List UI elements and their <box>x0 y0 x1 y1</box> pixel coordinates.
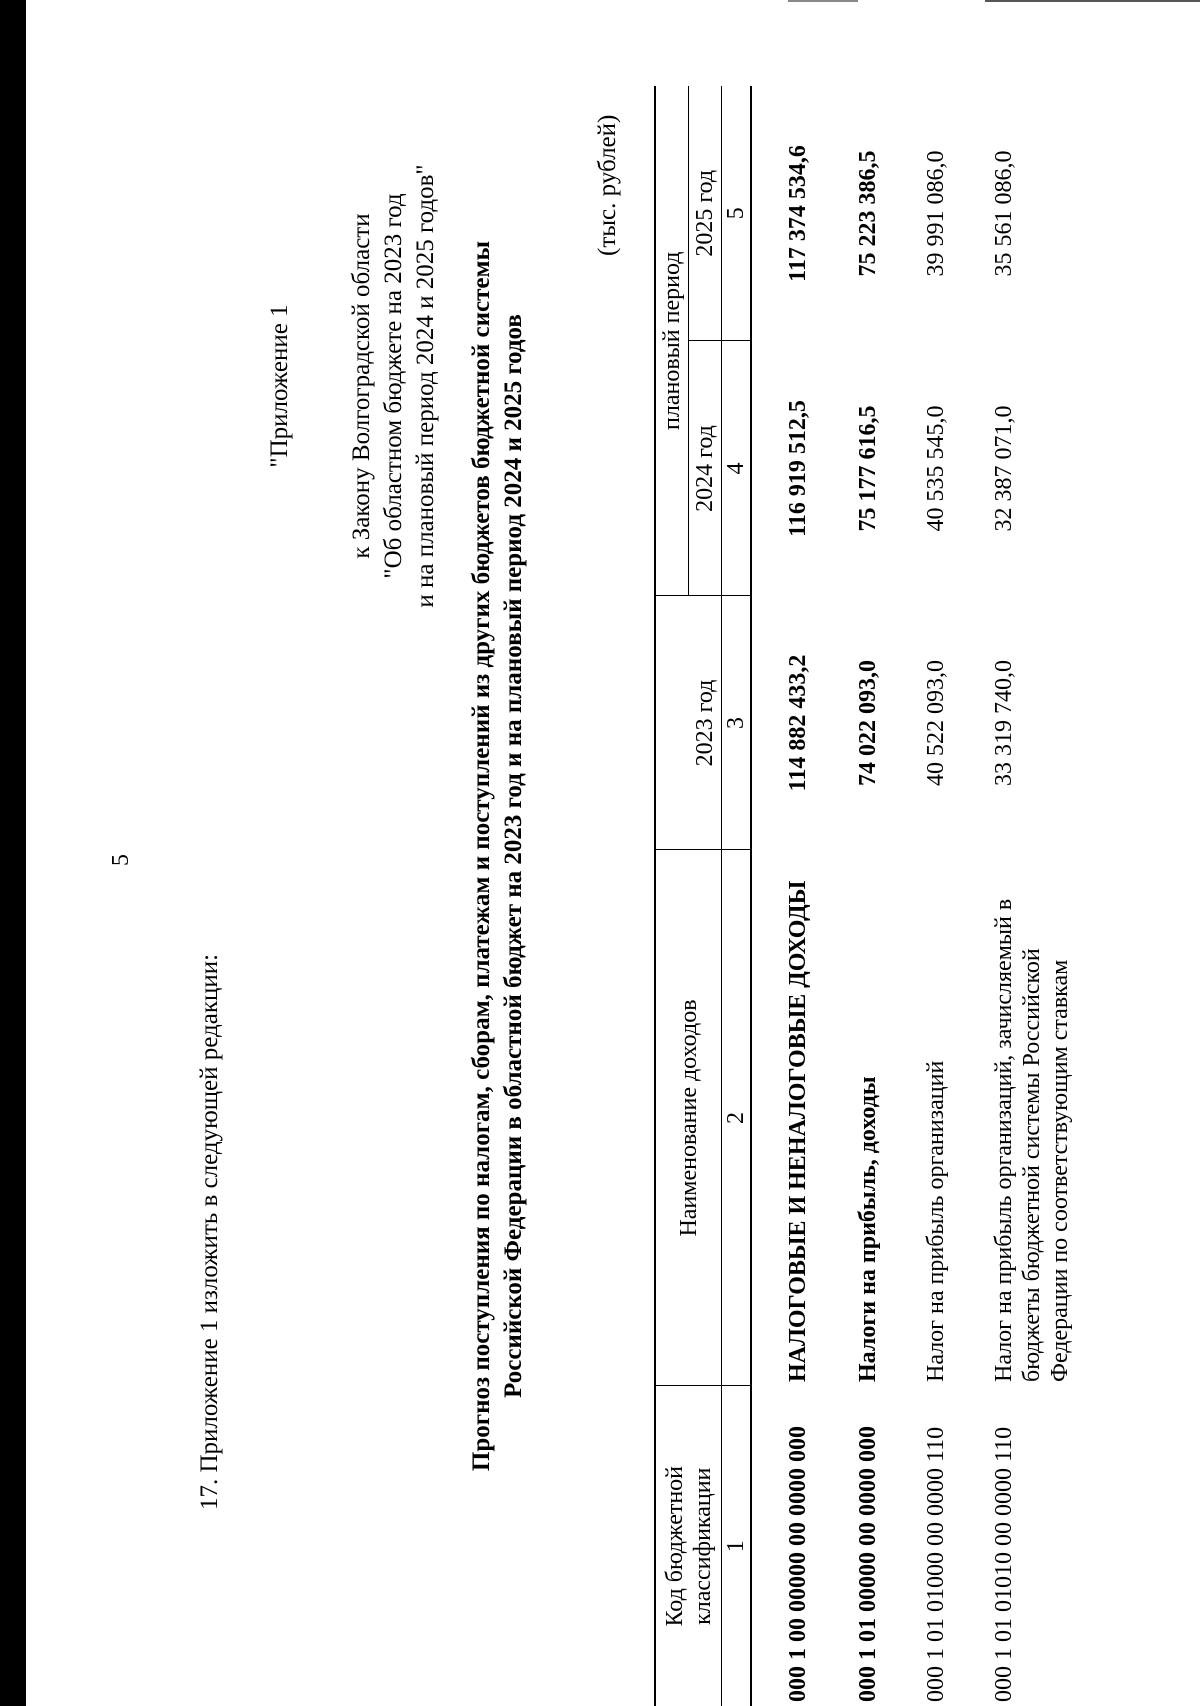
scan-edge <box>0 0 26 1706</box>
column-number: 2 <box>722 850 752 1386</box>
row-name: НАЛОГОВЫЕ И НЕНАЛОГОВЫЕ ДОХОДЫ <box>785 880 811 1382</box>
header-2023: 2023 год <box>655 596 722 850</box>
column-numbers-row <box>722 86 752 1706</box>
appendix-title: "Приложение 1 <box>266 304 293 468</box>
row-value-2024: 116 919 512,5 <box>785 400 811 537</box>
table-title-line: Российской Федерации в областной бюджет на 2023 год и на плановый период 2024 и 2025 годов <box>500 314 527 1398</box>
row-code: 000 1 00 00000 00 0000 000 <box>785 1426 811 1702</box>
row-value-2024: 75 177 616,5 <box>855 405 881 532</box>
row-value-2024: 32 387 071,0 <box>991 405 1017 532</box>
revenue-table <box>654 86 1080 1706</box>
table-row <box>956 86 1080 1706</box>
header-name: Наименование доходов <box>655 850 722 1386</box>
table-spacer <box>751 86 772 1706</box>
header-planned-period: плановый период <box>655 86 689 596</box>
table-row <box>818 86 888 1706</box>
rotated-page <box>26 0 1200 1706</box>
appendix-gap <box>296 106 346 666</box>
header-2024: 2024 год <box>689 341 722 596</box>
page-number: 5 <box>108 854 134 866</box>
row-name: Налог на прибыль организаций, зачисляемый в бюджеты бюджетной системы Российской Федерации по соответствующим ставкам <box>991 898 1073 1382</box>
row-value-2025: 35 561 086,0 <box>991 150 1017 277</box>
row-name: Налоги на прибыль, доходы <box>855 1076 881 1382</box>
intro-text: 17. Приложение 1 изложить в следующей редакции: <box>196 953 223 1510</box>
appendix-line: "Об областном бюджете на 2023 год <box>380 193 407 579</box>
row-value-2023: 74 022 093,0 <box>855 660 881 786</box>
row-value-2023: 40 522 093,0 <box>923 660 949 786</box>
table-row <box>888 86 956 1706</box>
appendix-line: и на плановый период 2024 и 2025 годов" <box>412 164 439 608</box>
units-label: (тыс. рублей) <box>594 114 621 256</box>
row-code: 000 1 01 01000 00 0000 110 <box>923 1426 949 1702</box>
row-code: 000 1 01 01010 00 0000 110 <box>991 1426 1017 1702</box>
row-value-2023: 33 319 740,0 <box>991 660 1017 786</box>
column-number: 1 <box>722 1386 752 1706</box>
row-value-2025: 117 374 534,6 <box>785 145 811 282</box>
appendix-line: к Закону Волгоградской области <box>348 213 375 559</box>
appendix-header <box>264 106 442 666</box>
row-name: Налог на прибыль организаций <box>923 1060 949 1382</box>
row-value-2025: 75 223 386,5 <box>855 150 881 277</box>
header-code: Код бюджетной классификации <box>655 1386 722 1706</box>
column-number: 3 <box>722 596 752 850</box>
row-code: 000 1 01 00000 00 0000 000 <box>855 1426 881 1702</box>
row-value-2025: 39 991 086,0 <box>923 150 949 277</box>
table-title-line: Прогноз поступления по налогам, сборам, платежам и поступлений из других бюджетов бюджетной системы <box>468 240 495 1472</box>
column-number: 5 <box>722 86 752 341</box>
header-2025: 2025 год <box>689 86 722 341</box>
row-value-2023: 114 882 433,2 <box>785 654 811 792</box>
table-row <box>772 86 818 1706</box>
column-number: 4 <box>722 341 752 596</box>
row-value-2024: 40 535 545,0 <box>923 405 949 532</box>
table-title <box>466 186 530 1526</box>
